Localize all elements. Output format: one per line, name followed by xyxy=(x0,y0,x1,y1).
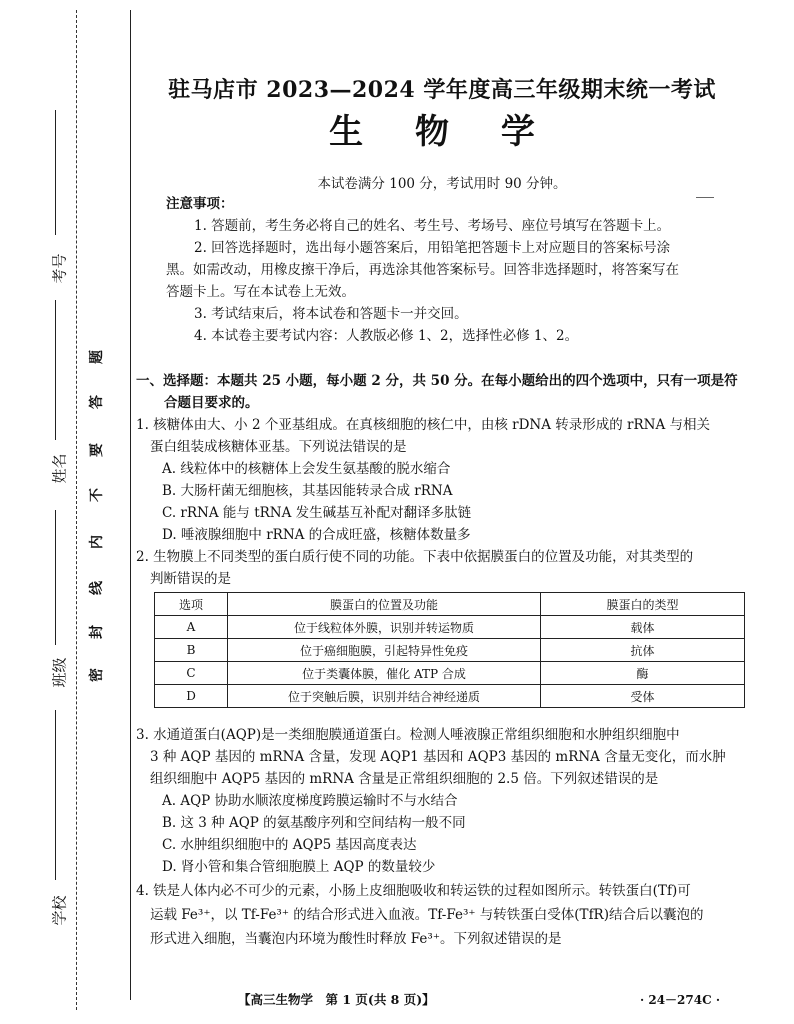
table-cell: 位于突触后膜，识别并结合神经递质 xyxy=(228,685,541,708)
seal-char: 题 xyxy=(89,350,105,364)
question-1-stem: 蛋白组装成核糖体亚基。下列说法错误的是 xyxy=(150,439,407,455)
note-line: 黑。如需改动，用橡皮擦干净后，再选涂其他答案标号。回答非选择题时，将答案写在 xyxy=(166,262,679,278)
school-label: 学校 xyxy=(50,895,69,926)
seal-char: 不 xyxy=(89,488,105,502)
divider xyxy=(696,197,714,198)
section-heading: 一、选择题：本题共 25 小题，每小题 2 分，共 50 分。在每小题给出的四个选项中，只有一项是符 xyxy=(136,373,738,389)
table-cell: C xyxy=(155,662,228,685)
table-cell: D xyxy=(155,685,228,708)
name-label: 姓名 xyxy=(50,453,69,484)
question-3-stem: 3. 水通道蛋白(AQP)是一类细胞膜通道蛋白。检测人唾液腺正常组织细胞和水肿组织细胞中 xyxy=(136,727,680,743)
question-4-stem: 4. 铁是人体内必不可少的元素，小肠上皮细胞吸收和转运铁的过程如图所示。转铁蛋白(Tf)可 xyxy=(136,883,691,899)
section-heading-cont: 合题目要求的。 xyxy=(164,395,259,411)
question-3-stem: 组织细胞中 AQP5 基因的 mRNA 含量是正常组织细胞的 2.5 倍。下列叙述错误的是 xyxy=(150,771,659,787)
question-3-option: D. 肾小管和集合管细胞膜上 AQP 的数量较少 xyxy=(162,859,436,875)
question-1-stem: 1. 核糖体由大、小 2 个亚基组成。在真核细胞的核仁中，由核 rDNA 转录形成的 rRNA 与相关 xyxy=(136,417,711,433)
table-cell: 位于类囊体膜，催化 ATP 合成 xyxy=(228,662,541,685)
seal-char: 线 xyxy=(89,581,105,595)
seal-char: 封 xyxy=(89,625,105,639)
table-header-row xyxy=(155,593,745,616)
question-3-stem: 3 种 AQP 基因的 mRNA 含量，发现 AQP1 基因和 AQP3 基因的 mRNA 含量无变化，而水肿 xyxy=(150,749,726,765)
membrane-protein-table xyxy=(154,592,745,708)
table-header: 膜蛋白的位置及功能 xyxy=(228,593,541,616)
question-2-stem: 2. 生物膜上不同类型的蛋白质行使不同的功能。下表中依据膜蛋白的位置及功能，对其类型的 xyxy=(136,549,694,565)
table-cell: 载体 xyxy=(541,616,745,639)
exam-info: 本试卷满分 100 分，考试用时 90 分钟。 xyxy=(317,176,567,192)
question-1-option: A. 线粒体中的核糖体上会发生氨基酸的脱水缩合 xyxy=(162,461,451,477)
question-1-option: D. 唾液腺细胞中 rRNA 的合成旺盛，核糖体数量多 xyxy=(162,527,471,543)
question-3-option: B. 这 3 种 AQP 的氨基酸序列和空间结构一般不同 xyxy=(162,815,466,831)
table-cell: 位于癌细胞膜，引起特异性免疫 xyxy=(228,639,541,662)
table-row xyxy=(155,639,745,662)
page-footer: 【高三生物学 第 1 页(共 8 页)】 xyxy=(238,992,435,1007)
table-cell: 位于线粒体外膜，识别并转运物质 xyxy=(228,616,541,639)
seal-line xyxy=(130,10,131,1000)
subject-title: 生 物 学 xyxy=(329,112,555,152)
note-line: 2. 回答选择题时，选出每小题答案后，用铅笔把答题卡上对应题目的答案标号涂 xyxy=(194,240,671,256)
class-blank[interactable] xyxy=(55,510,56,645)
table-cell: B xyxy=(155,639,228,662)
question-3-option: C. 水肿组织细胞中的 AQP5 基因高度表达 xyxy=(162,837,417,853)
question-1-option: C. rRNA 能与 tRNA 发生碱基互补配对翻译多肽链 xyxy=(162,505,472,521)
exam-no-blank[interactable] xyxy=(55,110,56,235)
table-header: 选项 xyxy=(155,593,228,616)
note-line: 答题卡上。写在本试卷上无效。 xyxy=(166,284,355,300)
table-row xyxy=(155,662,745,685)
seal-char: 密 xyxy=(89,668,105,682)
class-label: 班级 xyxy=(50,657,69,688)
question-4-stem: 运载 Fe³⁺，以 Tf-Fe³⁺ 的结合形式进入血液。Tf-Fe³⁺ 与转铁蛋白受体(TfR)结合后以囊泡的 xyxy=(150,907,704,923)
question-4-stem: 形式进入细胞，当囊泡内环境为酸性时释放 Fe³⁺。下列叙述错误的是 xyxy=(150,931,562,947)
question-2-stem: 判断错误的是 xyxy=(150,571,231,587)
exam-title: 驻马店市 2023—2024 学年度高三年级期末统一考试 xyxy=(168,77,716,103)
note-line: 4. 本试卷主要考试内容：人教版必修 1、2，选择性必修 1、2。 xyxy=(194,328,579,344)
table-header: 膜蛋白的类型 xyxy=(541,593,745,616)
seal-char: 要 xyxy=(89,443,105,457)
table-row xyxy=(155,685,745,708)
binding-margin xyxy=(0,0,130,1024)
question-3-option: A. AQP 协助水顺浓度梯度跨膜运输时不与水结合 xyxy=(162,793,458,809)
paper-code: · 24－274C · xyxy=(640,993,721,1007)
note-line: 1. 答题前，考生务必将自己的姓名、考生号、考场号、座位号填写在答题卡上。 xyxy=(194,218,671,234)
note-line: 3. 考试结束后，将本试卷和答题卡一并交回。 xyxy=(194,306,468,322)
seal-char: 答 xyxy=(89,395,105,409)
table-row xyxy=(155,616,745,639)
table-cell: 抗体 xyxy=(541,639,745,662)
name-blank[interactable] xyxy=(55,300,56,440)
table-cell: 酶 xyxy=(541,662,745,685)
table-cell: A xyxy=(155,616,228,639)
exam-no-label: 考号 xyxy=(50,253,69,284)
school-blank[interactable] xyxy=(55,710,56,880)
cut-line xyxy=(76,10,77,1010)
question-1-option: B. 大肠杆菌无细胞核，其基因能转录合成 rRNA xyxy=(162,483,453,499)
seal-char: 内 xyxy=(89,535,105,549)
notes-heading: 注意事项： xyxy=(166,196,234,212)
table-cell: 受体 xyxy=(541,685,745,708)
